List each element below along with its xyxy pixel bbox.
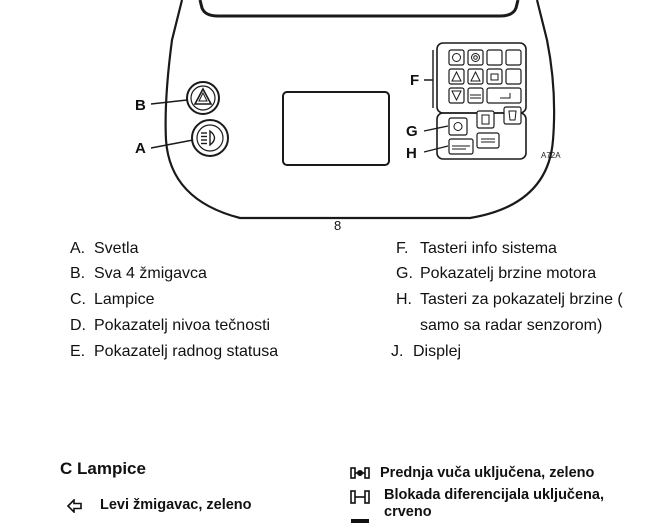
- lampice-item-text: Blokada diferencijala uključena,: [384, 487, 604, 503]
- arrow-left-icon: [67, 499, 83, 513]
- info-key[interactable]: [506, 69, 521, 84]
- legend-letter: G.: [396, 265, 413, 282]
- engine-speed-key[interactable]: [449, 118, 467, 135]
- legend-letter: C.: [70, 291, 86, 308]
- console-outline: [166, 0, 555, 218]
- legend-letter: E.: [70, 343, 86, 360]
- speed-key[interactable]: [477, 111, 494, 128]
- lampice-title: C Lampice: [60, 459, 146, 478]
- legend-item: [391, 342, 461, 362]
- info-key[interactable]: [449, 50, 464, 65]
- info-key[interactable]: [487, 50, 502, 65]
- legend-text: Pokazatelj radnog statusa: [94, 343, 279, 360]
- front-drive-icon: [350, 466, 370, 480]
- legend-item: [396, 316, 602, 336]
- center-display: [283, 92, 389, 165]
- callout-b: B: [135, 97, 146, 114]
- speed-keypad: [437, 107, 526, 159]
- figure-code: A72A: [541, 151, 561, 160]
- lights-button[interactable]: [192, 120, 228, 156]
- legend-text: Svetla: [94, 240, 139, 257]
- headlight-icon: [201, 131, 215, 145]
- info-key[interactable]: [468, 50, 483, 65]
- legend-text: Lampice: [94, 291, 155, 308]
- legend-text: Pokazatelj nivoa tečnosti: [94, 317, 271, 334]
- legend-item: [396, 290, 623, 310]
- legend-text: Sva 4 žmigavca: [94, 265, 207, 282]
- legend-letter: B.: [70, 265, 86, 282]
- legend: [0, 238, 649, 363]
- top-screen: [200, 0, 518, 16]
- legend-item: [70, 290, 154, 310]
- info-key[interactable]: [487, 88, 521, 103]
- hazard-button[interactable]: [187, 82, 219, 114]
- legend-item: [70, 239, 138, 259]
- speed-key[interactable]: [504, 107, 521, 124]
- legend-text: Displej: [413, 343, 462, 360]
- legend-item: [70, 264, 207, 284]
- legend-text: samo sa radar senzorom): [420, 317, 603, 334]
- lampice-item-text: Prednja vuča uključena, zeleno: [380, 465, 595, 481]
- legend-text: Pokazatelj brzine motora: [420, 265, 597, 282]
- info-key[interactable]: [487, 69, 502, 84]
- speed-key[interactable]: [477, 133, 499, 148]
- callout-h: H: [406, 145, 417, 162]
- instrument-panel-figure: [0, 0, 649, 236]
- legend-item: [396, 264, 596, 284]
- callout-g: G: [406, 123, 418, 140]
- callout-a: A: [135, 140, 146, 157]
- info-key[interactable]: [506, 50, 521, 65]
- lampice-item-text: Levi žmigavac, zeleno: [100, 497, 252, 513]
- legend-letter: J.: [391, 343, 404, 360]
- lampice-item-text: crveno: [384, 504, 432, 520]
- partial-icon: [350, 517, 370, 523]
- legend-letter: A.: [70, 240, 86, 257]
- legend-item: [396, 239, 557, 259]
- page-number: 8: [334, 218, 342, 233]
- callout-f: F: [410, 72, 420, 89]
- legend-letter: F.: [396, 240, 409, 257]
- legend-text: Tasteri za pokazatelj brzine (: [420, 291, 623, 308]
- legend-text: Tasteri info sistema: [420, 240, 557, 257]
- legend-item: [70, 316, 270, 336]
- diff-lock-icon: [350, 490, 370, 504]
- info-keypad: [437, 43, 526, 113]
- legend-letter: D.: [70, 317, 86, 334]
- hazard-triangle-icon: [195, 89, 211, 104]
- legend-item: [70, 342, 278, 362]
- legend-letter: H.: [396, 291, 412, 308]
